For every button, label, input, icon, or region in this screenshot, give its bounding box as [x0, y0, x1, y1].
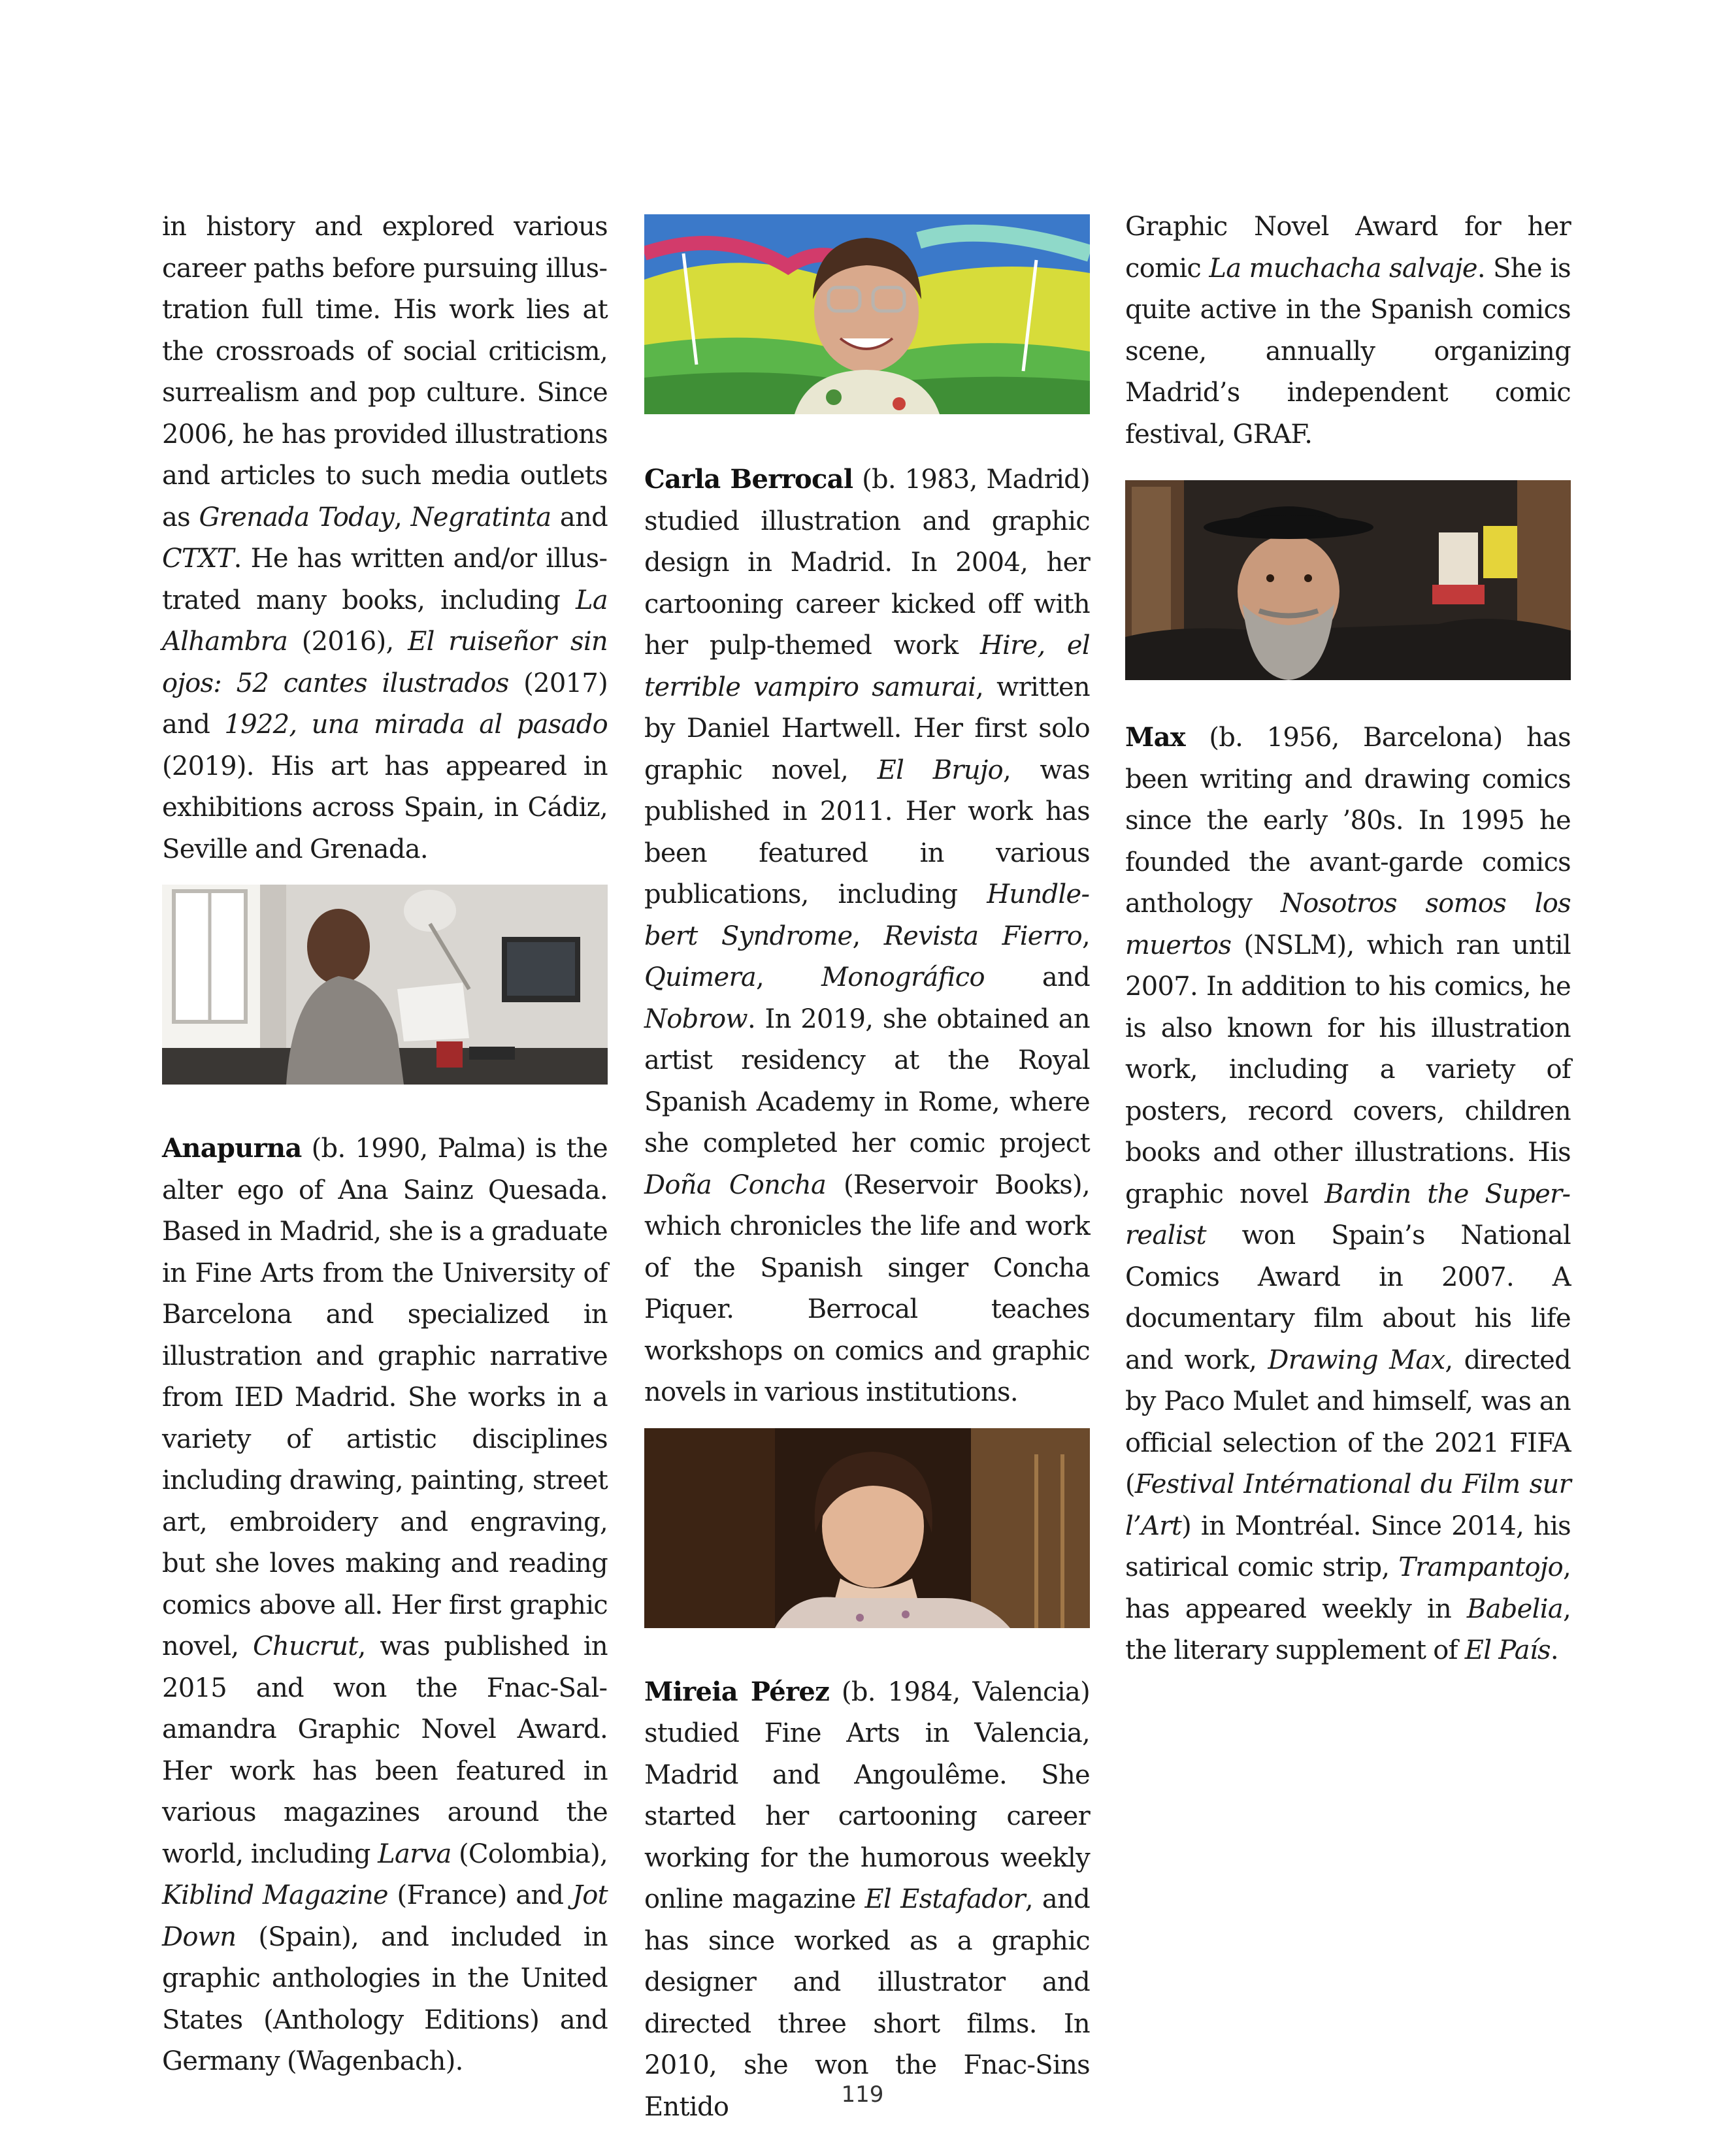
bio-text: (b. 1990, Palma) is the alter ego of Ana Sainz Quesada. Based in Madrid, she is a graduate in Fine Arts from the University of Barcelona and specialized in illustration and graphic narrative from IED Madrid. She works in a variety of artistic disciplines including drawing, painting, street art, embroidery and engraving, but she loves making and reading comics above all. Her first graphic novel, [162, 1134, 608, 1661]
work-title: La muchacha salvaje [1209, 253, 1477, 284]
bio-text: and [984, 962, 1090, 992]
bio-text: , written by Daniel Hartwell. Her first solo graphic novel, [644, 672, 1090, 785]
work-title: Monográfico [821, 962, 985, 992]
work-title: CTXT [162, 544, 234, 574]
bio-paragraph-mireia-perez [644, 1671, 1090, 2129]
work-title: Kiblind Magazine [162, 1880, 388, 1910]
bio-text: . He has written and/or illustrated many books, including [162, 544, 608, 615]
bio-text: , was published in 2015 and won the Fnac-Salamandra Graphic Novel Award. Her work has been featured in various magazines around the world, including [162, 1631, 608, 1869]
bio-text: , has appeared weekly in [1125, 1552, 1571, 1624]
photo-mireia-perez [644, 1428, 1090, 1628]
bio-text: (Spain), and included in graphic anthologies in the United States (Anthology Editions) and Germany (Wagenbach). [162, 1921, 608, 2076]
bio-text: (NSLM), which ran until 2007. In addition to his comics, he is also known for his illustration work, including a variety of posters, record covers, children books and other illustrations. His graphic novel [1125, 930, 1571, 1209]
photo-carla-berrocal-image [644, 214, 1090, 414]
column-left [162, 206, 608, 2083]
column-middle [644, 206, 1090, 2128]
bio-text: , [852, 921, 884, 951]
bio-text: (b. 1956, Barcelona) has been writing and drawing comics since the early ’80s. In 1995 he founded the avant-garde comics anthology [1125, 723, 1571, 919]
artist-name: Mireia Pérez [644, 1676, 830, 1707]
bio-text: (b. 1983, Madrid) studied illustration and graphic design in Madrid. In 2004, her cartooning career kicked off with her pulp-themed work [644, 465, 1090, 661]
bio-text: (Colombia), [451, 1838, 608, 1869]
bio-text: , the literary supplement of [1125, 1593, 1571, 1665]
bio-text: in history and explored various career paths before pursuing illustration full time. His work lies at the crossroads of social criticism, surrealism and pop culture. Since 2006, he has provided illustrations and articles to such media outlets as [162, 212, 608, 532]
bio-paragraph-continued-right [1125, 206, 1571, 455]
work-title: El Brujo [877, 755, 1003, 785]
photo-mireia-perez-image [644, 1428, 1090, 1628]
bio-text: . She is quite active in the Spanish comics scene, annually organizing Madrid’s independent comic festival, GRAF. [1125, 253, 1571, 449]
work-title: El País [1464, 1635, 1551, 1665]
bio-text: . In 2019, she obtained an artist residency at the Royal Spanish Academy in Rome, where she completed her comic project [644, 1004, 1090, 1158]
work-title: El Estafador [864, 1884, 1025, 1914]
work-title: Larva [378, 1838, 452, 1869]
bio-text: , [1082, 921, 1091, 951]
photo-anapurna-image [162, 885, 608, 1085]
work-title: Doña Concha [644, 1169, 827, 1200]
bio-paragraph-anapurna [162, 1128, 608, 2083]
bio-text: , directed by Paco Mulet and himself, was an official selection of the 2021 FIFA ( [1125, 1345, 1571, 1499]
bio-text: , was published in 2011. Her work has been featured in various publications, including [644, 755, 1090, 909]
work-title: Hundlebert Syndrome [644, 879, 1090, 951]
bio-paragraph-carla-berrocal [644, 459, 1090, 1414]
work-title: La Alhambra [162, 585, 608, 657]
artist-name: Max [1125, 722, 1185, 753]
bio-text: (2019). His art has appeared in exhibitions across Spain, in Cádiz, Seville and Grenada. [162, 751, 608, 864]
bio-text: . [1550, 1635, 1558, 1665]
work-title: Jot Down [162, 1880, 608, 1952]
work-title: Hire, el terrible vampiro samurai [644, 630, 1090, 702]
artist-name: Carla Berrocal [644, 464, 853, 495]
work-title: Negratinta [410, 502, 551, 532]
work-title: Drawing Max [1268, 1345, 1445, 1375]
bio-text: (2016), [288, 627, 408, 657]
work-title: Trampantojo [1398, 1552, 1563, 1582]
work-title: Festival Intérnational du Film sur l’Art [1125, 1469, 1571, 1541]
work-title: Nobrow [644, 1004, 748, 1034]
bio-text: Graphic Novel Award for her comic [1125, 212, 1571, 284]
page-number: 119 [841, 2082, 884, 2108]
bio-text: won Spain’s National Comics Award in 2007. A documentary film about his life and work, [1125, 1220, 1571, 1375]
bio-paragraph-continued [162, 206, 608, 870]
bio-text: , and has since worked as a graphic designer and illustrator and directed three short films. In 2010, she won the Fnac-Sins Entido [644, 1884, 1091, 2122]
bio-text: , [394, 502, 411, 532]
photo-max-image [1125, 480, 1571, 680]
bio-text: (b. 1984, Valencia) studied Fine Arts in Valencia, Madrid and Angoulême. She started her cartooning career working for the humorous weekly online magazine [644, 1676, 1091, 1914]
work-title: Nosotros somos los muertos [1125, 889, 1571, 960]
work-title: El ruiseñor sin ojos: 52 cantes ilustrados [162, 627, 608, 698]
work-title: Babelia [1466, 1593, 1563, 1624]
bio-text: ) in Montréal. Since 2014, his satirical comic strip, [1125, 1511, 1571, 1582]
work-title: 1922, una mirada al pasado [224, 710, 608, 740]
bio-text: (France) and [387, 1880, 572, 1910]
work-title: Bardin the Superrealist [1125, 1179, 1571, 1250]
work-title: Quimera [644, 962, 757, 992]
photo-anapurna [162, 885, 608, 1085]
bio-text: , [756, 962, 822, 992]
work-title: Revista Fierro [883, 921, 1082, 951]
photo-carla-berrocal [644, 214, 1090, 414]
bio-text: (2017) and [162, 668, 608, 740]
bio-text: (Reservoir Books), which chronicles the life and work of the Spanish singer Concha Piquer. Berrocal teaches workshops on comics and graphic novels in various institutions. [644, 1169, 1090, 1407]
work-title: Grenada Today [199, 502, 395, 532]
artist-name: Anapurna [162, 1133, 302, 1164]
bio-paragraph-max [1125, 717, 1571, 1672]
work-title: Chucrut [253, 1631, 358, 1661]
column-right [1125, 206, 1571, 1672]
bio-text: and [551, 502, 608, 532]
photo-max [1125, 480, 1571, 680]
